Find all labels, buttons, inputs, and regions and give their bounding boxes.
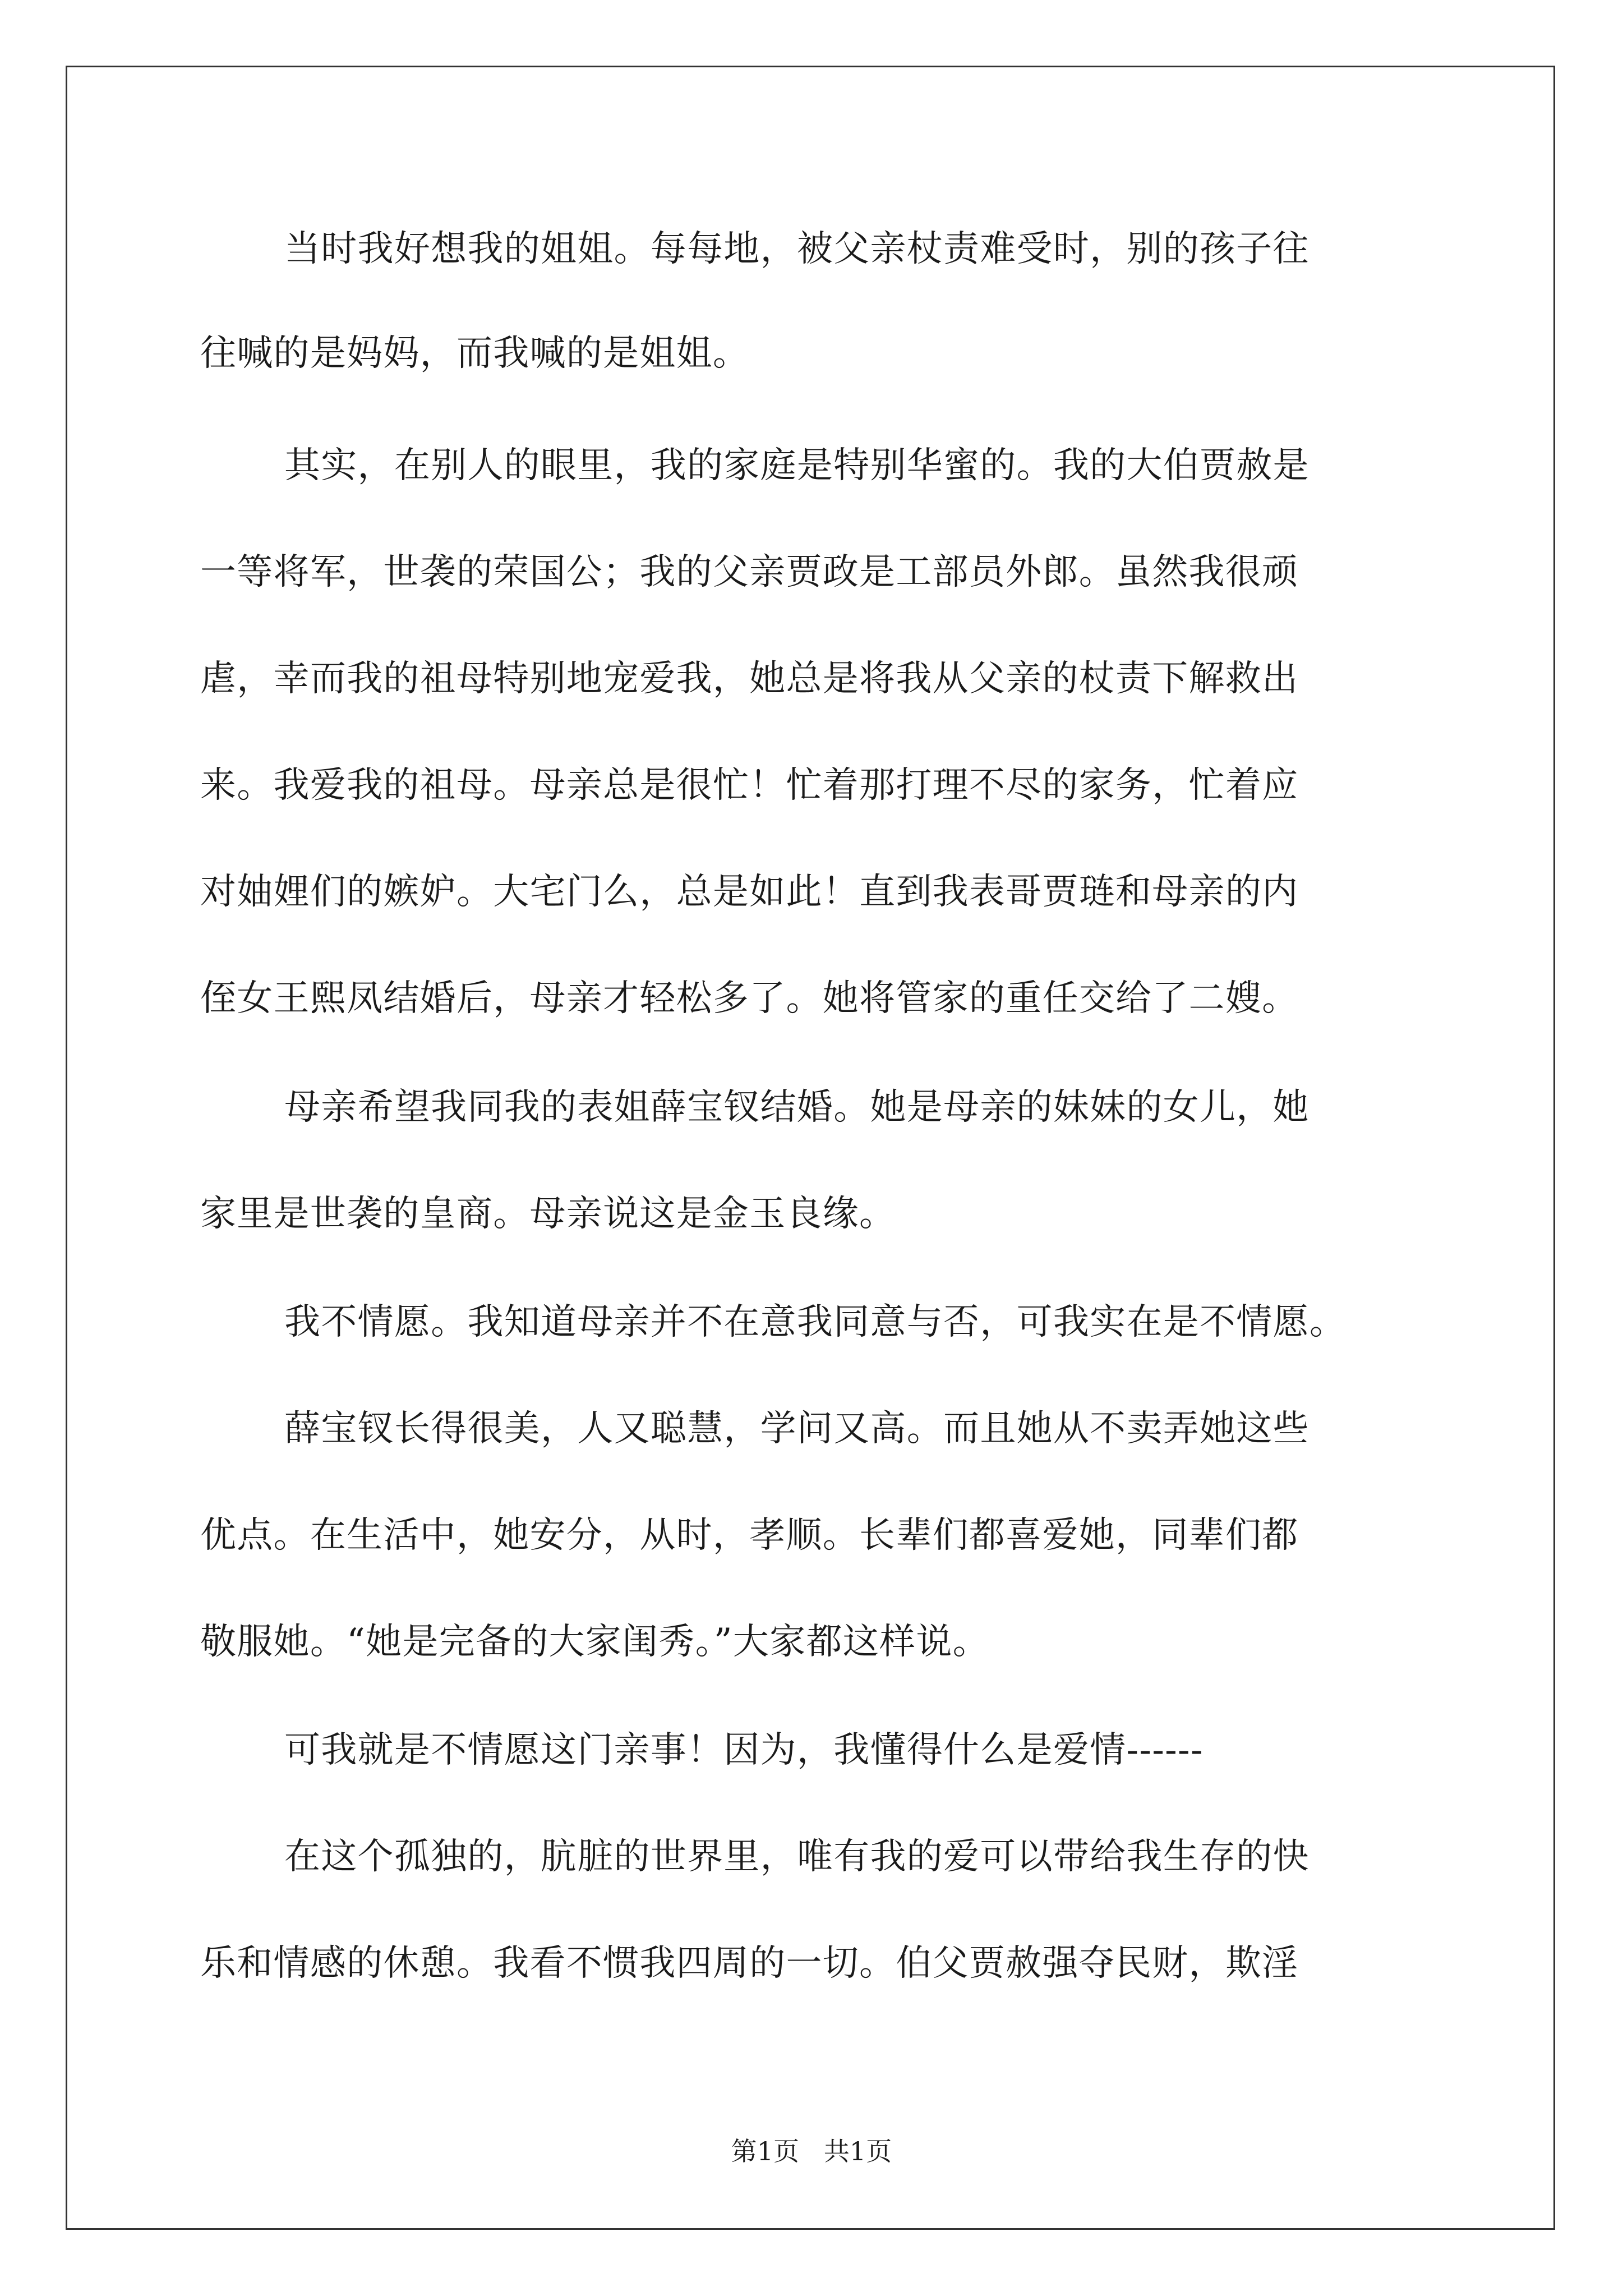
text-line: 薛宝钗长得很美，人又聪慧，学问又高。而且她从不卖弄她这些	[284, 1408, 1310, 1450]
text-line: 我不情愿。我知道母亲并不在意我同意与否，可我实在是不情愿。	[284, 1301, 1347, 1343]
text-line: 侄女王熙凤结婚后，母亲才轻松多了。她将管家的重任交给了二嫂。	[200, 978, 1299, 1019]
text-line: 当时我好想我的姐姐。每每地，被父亲杖责难受时，别的孩子往	[284, 228, 1310, 270]
text-line: 敬服她。“她是完备的大家闺秀。”大家都这样说。	[200, 1621, 989, 1663]
body-text	[200, 0, 1434, 2296]
text-line: 优点。在生活中，她安分，从时，孝顺。长辈们都喜爱她，同辈们都	[200, 1515, 1299, 1556]
text-line: 在这个孤独的，肮脏的世界里，唯有我的爱可以带给我生存的快	[284, 1836, 1310, 1878]
text-line: 可我就是不情愿这门亲事！因为，我懂得什么是爱情------	[284, 1729, 1204, 1771]
text-line: 乐和情感的休憩。我看不惯我四周的一切。伯父贾赦强夺民财，欺淫	[200, 1943, 1299, 1984]
page-number: 第1页 共1页	[731, 2136, 892, 2166]
text-line: 一等将军，世袭的荣国公；我的父亲贾政是工部员外郎。虽然我很顽	[200, 551, 1299, 593]
text-line: 往喊的是妈妈，而我喊的是姐姐。	[200, 333, 750, 374]
text-line: 家里是世袭的皇商。母亲说这是金玉良缘。	[200, 1193, 896, 1235]
text-line: 母亲希望我同我的表姐薛宝钗结婚。她是母亲的妹妹的女儿，她	[284, 1087, 1310, 1128]
text-line: 虐，幸而我的祖母特别地宠爱我，她总是将我从父亲的杖责下解救出	[200, 658, 1299, 700]
text-line: 来。我爱我的祖母。母亲总是很忙！忙着那打理不尽的家务，忙着应	[200, 765, 1299, 806]
text-line: 其实，在别人的眼里，我的家庭是特别华蜜的。我的大伯贾赦是	[284, 445, 1310, 486]
text-line: 对妯娌们的嫉妒。大宅门么，总是如此！直到我表哥贾琏和母亲的内	[200, 871, 1299, 913]
